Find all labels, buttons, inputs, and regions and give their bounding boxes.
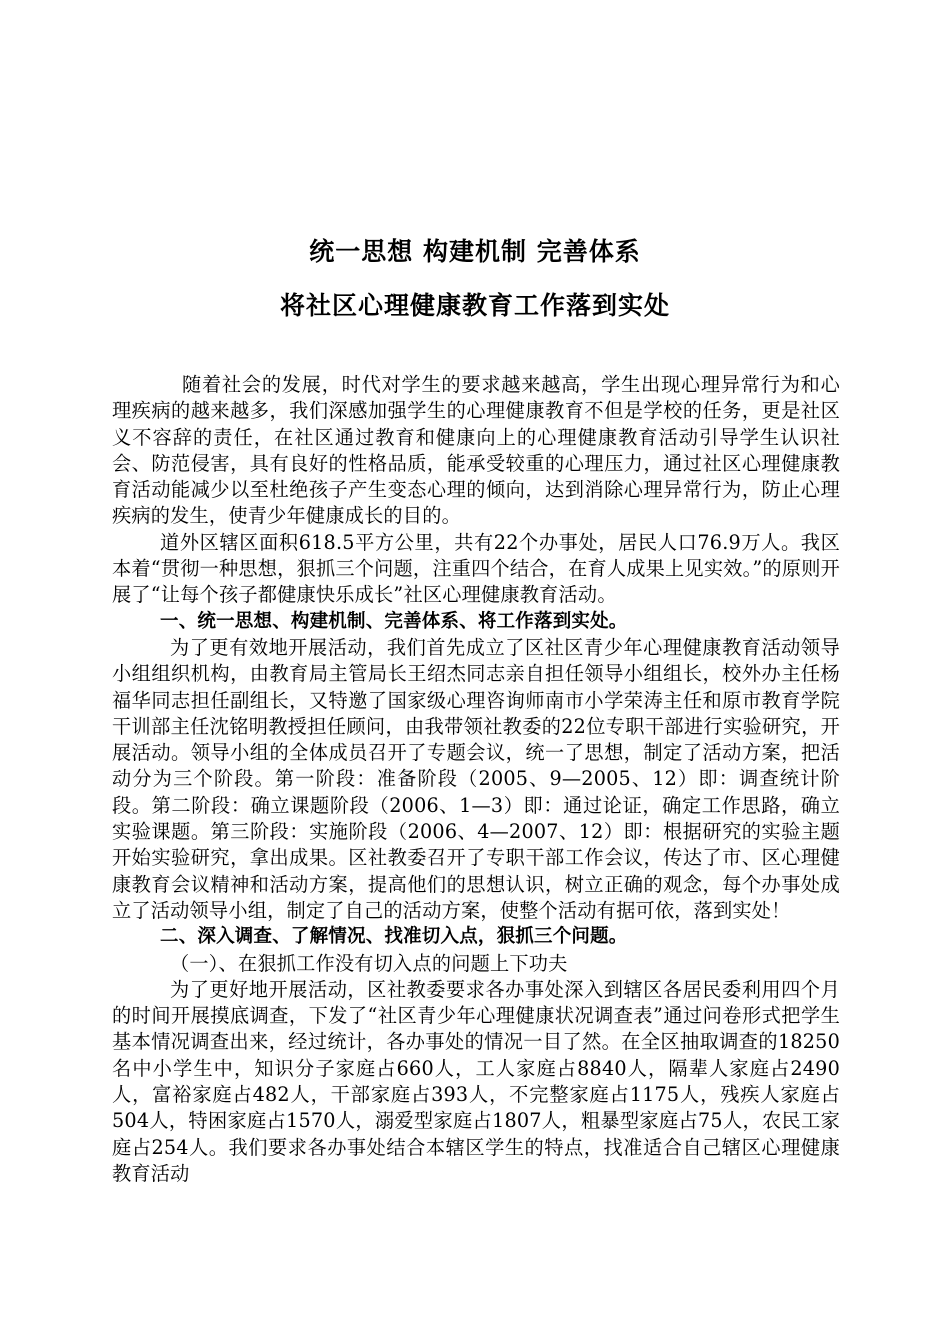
document-body — [112, 372, 840, 1187]
section-heading-1: 一、统一思想、构建机制、完善体系、将工作落到实处。 — [160, 610, 628, 632]
document-title-line2: 将社区心理健康教育工作落到实处 — [279, 291, 670, 320]
paragraph-section-1: 为了更有效地开展活动，我们首先成立了区社区青少年心理健康教育活动领导小组组织机构，由教育局主管局长王绍杰同志亲自担任领导小组组长，校外办主任杨福华同志担任副组长，又特邀了国家级心理咨询师南市小学荣涛主任和原市教育学院干训部主任沈铭明教授担任顾问，由我带领社教委的22位专职干部进行实验研究，开展活动。领导小组的全体成员召开了专题会议，统一了思想，制定了活动方案，把活动分为三个阶段。第一阶段：准备阶段（2005、9—2005、12）即：调查统计阶段。第二阶段：确立课题阶段（2006、1—3）即：通过论证，确定工作思路，确立实验课题。第三阶段：实施阶段（2006、4—2007、12）即：根据研究的实验主题开始实验研究，拿出成果。区社教委召开了专职干部工作会议，传达了市、区心理健康教育会议精神和活动方案，提高他们的思想认识，树立正确的观念，每个办事处成立了活动领导小组，制定了自己的活动方案，使整个活动有据可依，落到实处！ — [112, 635, 840, 922]
paragraph-district: 道外区辖区面积618.5平方公里，共有22个办事处，居民人口76.9万人。我区本着“贯彻一种思想，狠抓三个问题，注重四个结合，在育人成果上见实效。”的原则开展了“让每个孩子都健康快乐成长”社区心理健康教育活动。 — [112, 530, 840, 607]
document-title-line1: 统一思想 构建机制 完善体系 — [309, 237, 641, 266]
subsection-heading-1: （一）、在狠抓工作没有切入点的问题上下功夫 — [170, 951, 568, 975]
paragraph-intro: 随着社会的发展，时代对学生的要求越来越高，学生出现心理异常行为和心理疾病的越来越多，我们深感加强学生的心理健康教育不但是学校的任务，更是社区义不容辞的责任，在社区通过教育和健康向上的心理健康教育活动引导学生认识社会、防范侵害，具有良好的性格品质，能承受较重的心理压力，通过社区心理健康教育活动能减少以至杜绝孩子产生变态心理的倾向，达到消除心理异常行为，防止心理疾病的发生，使青少年健康成长的目的。 — [112, 373, 840, 528]
paragraph-survey: 为了更好地开展活动，区社教委要求各办事处深入到辖区各居民委利用四个月的时间开展摸底调查，下发了“社区青少年心理健康状况调查表”通过问卷形式把学生基本情况调查出来，经过统计，各办事处的情况一目了然。在全区抽取调查的18250名中小学生中，知识分子家庭占660人，工人家庭占8840人，隔辈人家庭占2490人，富裕家庭占482人，干部家庭占393人，不完整家庭占1175人，残疾人家庭占504人，特困家庭占1570人，溺爱型家庭占1807人，粗暴型家庭占75人，农民工家庭占254人。我们要求各办事处结合本辖区学生的特点，找准适合自己辖区心理健康教育活动 — [112, 977, 840, 1185]
section-heading-2: 二、深入调查、了解情况、找准切入点，狠抓三个问题。 — [160, 926, 628, 948]
